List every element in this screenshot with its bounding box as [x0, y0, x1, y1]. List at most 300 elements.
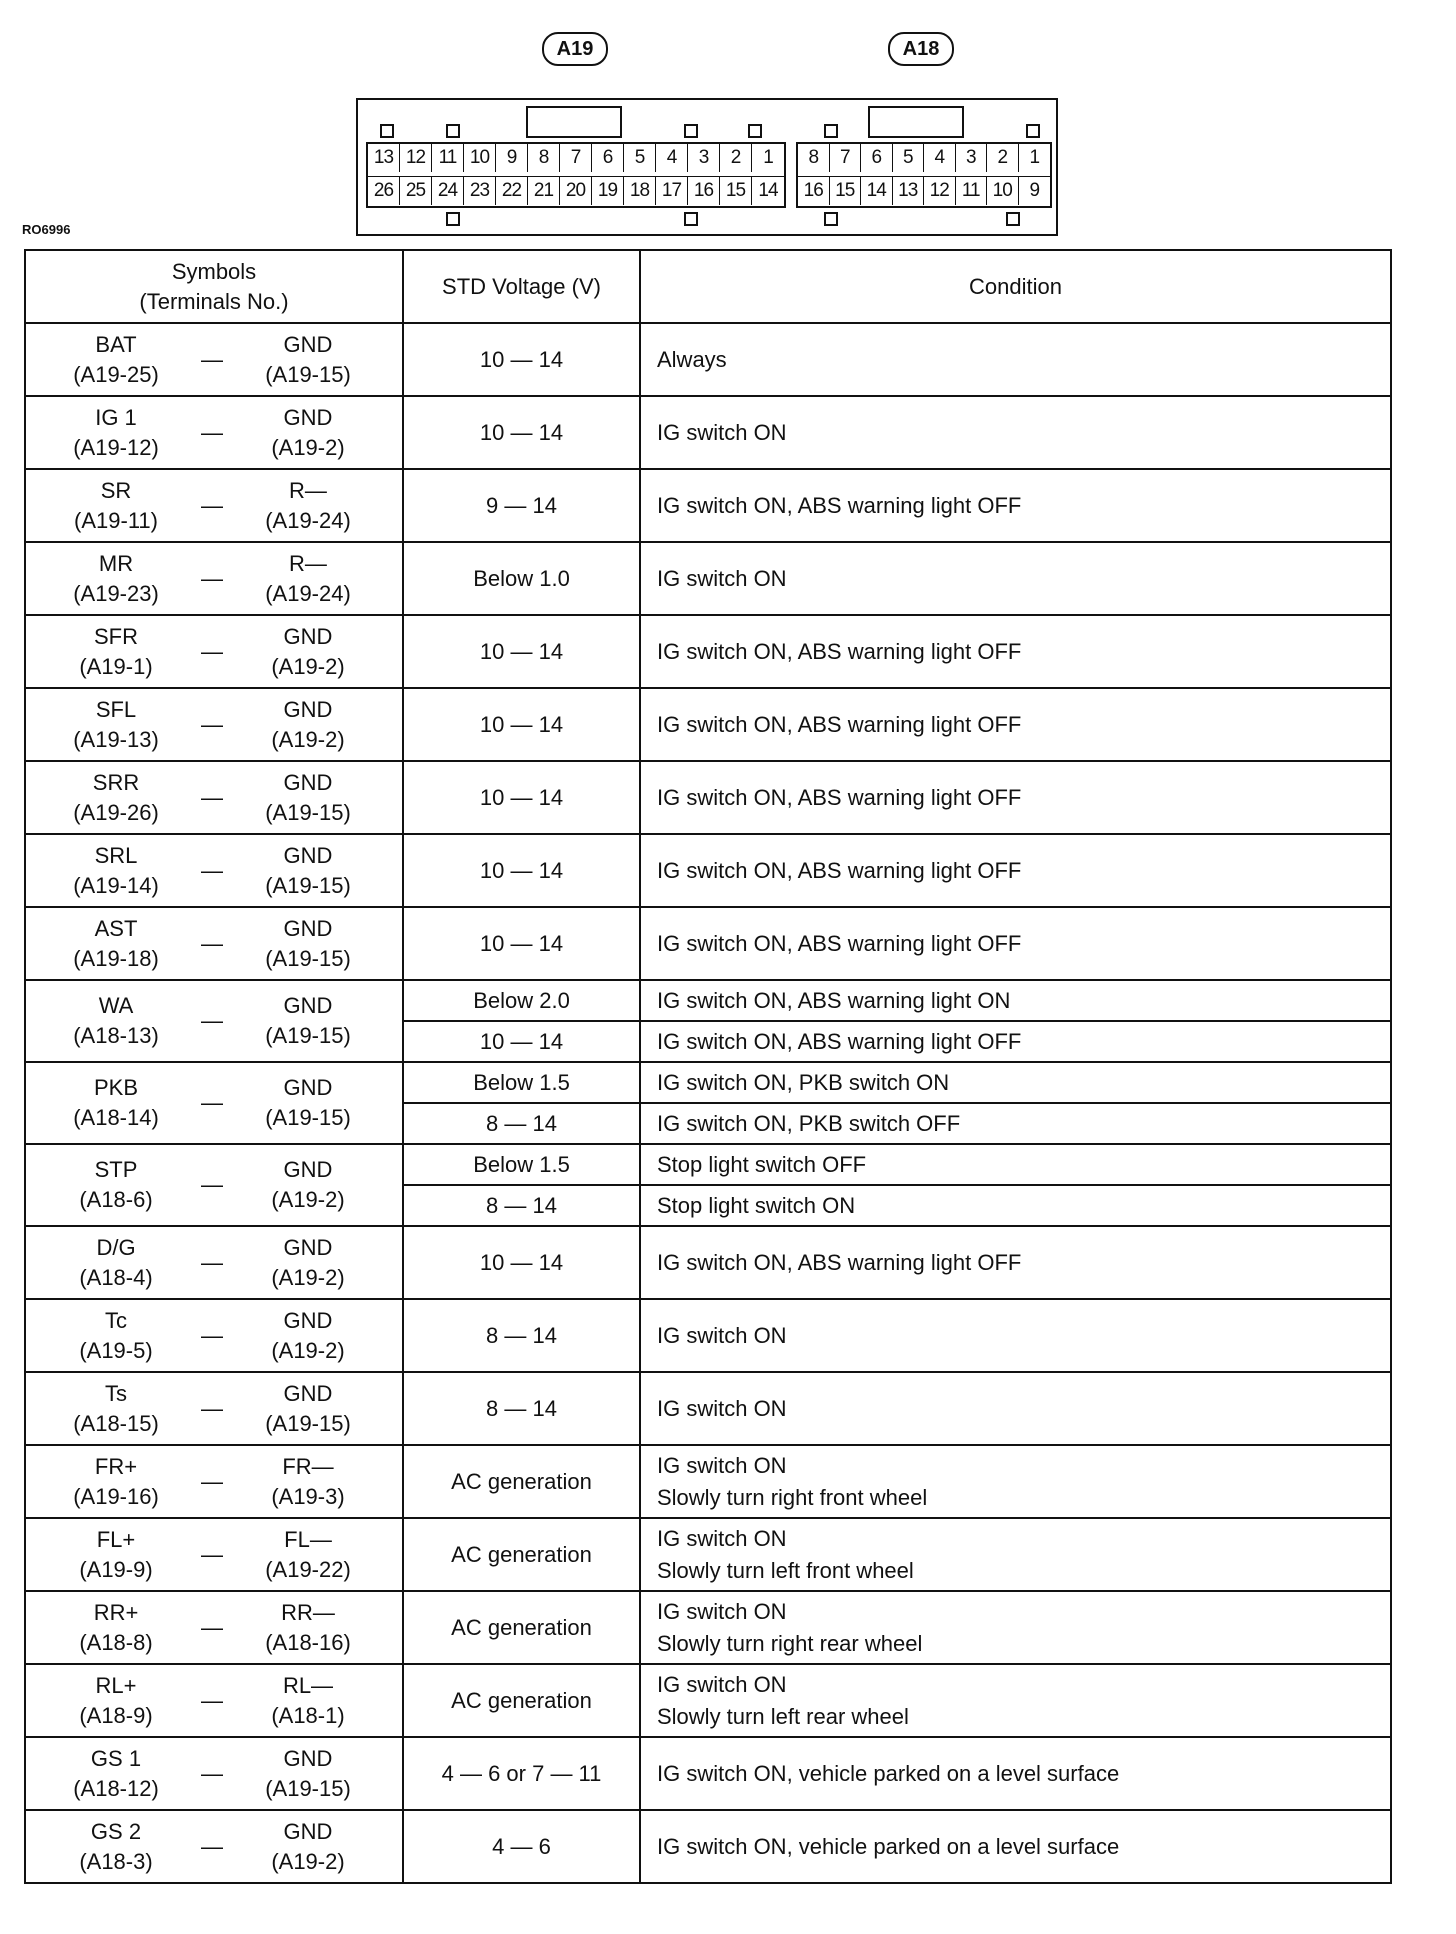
terminal-right	[238, 622, 378, 682]
terminal-number: (A18-12)	[73, 1775, 159, 1801]
terminal-symbol: GND	[283, 769, 333, 795]
condition-cell	[640, 1664, 1391, 1737]
terminal-symbol: WA	[98, 993, 134, 1018]
terminal-number: (A19-22)	[265, 1556, 351, 1582]
terminal-separator: —	[201, 1541, 223, 1567]
terminal-number: (A18-3)	[79, 1848, 153, 1874]
connector-pin: 1	[1029, 147, 1040, 168]
terminal-symbol: GND	[283, 1075, 333, 1100]
condition-line: IG switch ON, ABS warning light OFF	[657, 638, 1022, 664]
connector-pin: 15	[830, 177, 862, 205]
terminal-symbol: RR+	[93, 1599, 139, 1625]
terminal-pair	[26, 1744, 402, 1804]
connector-pin: 11	[432, 144, 464, 172]
terminal-number: (A18-15)	[73, 1410, 159, 1436]
terminal-separator: —	[201, 1468, 223, 1494]
connector-pin: 3	[956, 144, 988, 172]
terminal-left	[46, 1525, 186, 1585]
terminal-number: (A18-8)	[79, 1629, 153, 1655]
terminal-number: (A18-9)	[79, 1702, 153, 1728]
connector-tab	[380, 124, 394, 138]
connector-pin: 14	[861, 177, 893, 205]
terminal-symbols-cell	[25, 1144, 403, 1226]
header-std-voltage: STD Voltage (V)	[403, 250, 640, 323]
terminal-symbols-cell	[25, 1737, 403, 1810]
condition-line: Slowly turn left rear wheel	[657, 1703, 909, 1729]
connector-pin: 1	[763, 147, 773, 168]
terminal-left	[46, 1073, 186, 1133]
table-row	[25, 1445, 1391, 1518]
terminal-symbols-cell	[25, 615, 403, 688]
connector-a18-pins	[796, 142, 1052, 208]
connector-pin: 13	[368, 144, 400, 172]
condition-line: IG switch ON	[657, 1525, 787, 1551]
connector-tab	[1006, 212, 1020, 226]
terminal-symbol: GND	[283, 1157, 333, 1182]
terminal-pair	[26, 330, 402, 390]
condition-line: IG switch ON, ABS warning light OFF	[657, 711, 1022, 737]
terminal-right	[238, 1452, 378, 1512]
terminal-symbol: GND	[283, 1745, 333, 1771]
connector-pin: 9	[1029, 180, 1040, 201]
condition-line: IG switch ON	[657, 1671, 787, 1697]
table-row	[25, 1810, 1391, 1883]
table-row	[25, 396, 1391, 469]
table-row	[25, 542, 1391, 615]
std-voltage-cell: AC generation	[403, 1445, 640, 1518]
terminal-symbols-cell	[25, 323, 403, 396]
terminal-number: (A19-2)	[271, 1187, 345, 1212]
connector-pin: 5	[893, 144, 925, 172]
terminal-left	[46, 549, 186, 609]
terminal-number: (A18-4)	[79, 1264, 153, 1290]
terminal-left	[46, 1233, 186, 1293]
terminal-separator: —	[201, 1090, 223, 1115]
condition-line: IG switch ON	[657, 565, 787, 591]
terminal-number: (A19-2)	[271, 1848, 345, 1874]
terminal-symbols-cell	[25, 761, 403, 834]
condition-line: Slowly turn left front wheel	[657, 1557, 914, 1583]
condition-line: Stop light switch ON	[657, 1192, 856, 1218]
terminal-pair	[26, 1073, 402, 1133]
terminal-right	[238, 1817, 378, 1877]
terminal-number: (A19-3)	[271, 1483, 345, 1509]
terminal-symbols-cell	[25, 1664, 403, 1737]
table-row	[25, 761, 1391, 834]
std-voltage-cell: 10 — 14	[403, 907, 640, 980]
terminal-pair	[26, 1817, 402, 1877]
std-voltage-cell: 10 — 14	[403, 688, 640, 761]
connector-tab	[446, 212, 460, 226]
condition-line: IG switch ON, PKB switch ON	[657, 1069, 950, 1095]
condition-line: IG switch ON	[657, 1598, 787, 1624]
terminal-pair	[26, 914, 402, 974]
std-voltage-cell: 10 — 14	[403, 323, 640, 396]
condition-line: IG switch ON, ABS warning light OFF	[657, 784, 1022, 810]
terminal-symbol: GND	[283, 331, 333, 357]
terminal-symbol: GND	[283, 1380, 333, 1406]
terminal-pair	[26, 1525, 402, 1585]
connector-pin: 14	[758, 180, 778, 201]
terminal-pair	[26, 549, 402, 609]
terminal-symbols-cell	[25, 469, 403, 542]
header-symbols	[25, 250, 403, 323]
terminal-number: (A19-2)	[271, 1264, 345, 1290]
terminal-number: (A19-2)	[271, 726, 345, 752]
condition-cell	[640, 1591, 1391, 1664]
table-row	[25, 1299, 1391, 1372]
terminal-number: (A19-2)	[271, 653, 345, 679]
connector-pin: 15	[720, 177, 752, 205]
terminal-symbol: FL+	[96, 1526, 136, 1552]
terminal-right	[238, 1379, 378, 1439]
connector-pin: 18	[624, 177, 656, 205]
std-voltage-cell: 10 — 14	[403, 1021, 640, 1062]
terminal-number: (A18-6)	[79, 1187, 153, 1212]
table-row	[25, 1144, 1391, 1185]
condition-cell	[640, 1062, 1391, 1103]
terminal-number: (A19-15)	[265, 1410, 351, 1436]
terminal-pair	[26, 1233, 402, 1293]
table-header-row	[25, 250, 1391, 323]
std-voltage-cell: Below 2.0	[403, 980, 640, 1021]
connector-a19-pins	[366, 142, 786, 208]
table-row	[25, 907, 1391, 980]
terminal-symbol: GND	[283, 1234, 333, 1260]
terminal-right	[238, 991, 378, 1051]
condition-line: Stop light switch OFF	[657, 1151, 867, 1177]
terminal-left	[46, 695, 186, 755]
terminal-right	[238, 549, 378, 609]
terminal-number: (A19-14)	[73, 872, 159, 898]
terminal-symbol: D/G	[96, 1234, 136, 1260]
connector-pin: 16	[688, 177, 720, 205]
terminal-left	[46, 1306, 186, 1366]
table-row	[25, 1372, 1391, 1445]
table-row	[25, 1062, 1391, 1103]
table-row	[25, 688, 1391, 761]
condition-line: Slowly turn right front wheel	[657, 1484, 928, 1510]
terminal-symbols-cell	[25, 834, 403, 907]
terminal-right	[238, 1525, 378, 1585]
terminal-left	[46, 768, 186, 828]
table-row	[25, 469, 1391, 542]
terminal-left	[46, 1598, 186, 1658]
terminal-separator: —	[201, 638, 223, 664]
terminal-number: (A19-15)	[265, 1105, 351, 1130]
terminal-number: (A19-9)	[79, 1556, 153, 1582]
terminal-symbols-cell	[25, 1810, 403, 1883]
terminal-symbol: GS 1	[90, 1745, 142, 1771]
terminal-symbols-cell	[25, 1299, 403, 1372]
connector-pin: 17	[656, 177, 688, 205]
connector-pin: 8	[798, 144, 830, 172]
terminal-symbols-cell	[25, 980, 403, 1062]
terminal-symbol: MR	[98, 550, 134, 576]
connector-tab	[824, 212, 838, 226]
terminal-voltage-table	[24, 249, 1392, 1884]
condition-cell	[640, 469, 1391, 542]
terminal-separator: —	[201, 1687, 223, 1713]
figure-reference-code: RO6996	[22, 222, 71, 237]
std-voltage-cell: 8 — 14	[403, 1103, 640, 1144]
terminal-separator: —	[201, 1833, 223, 1859]
terminal-symbol: Tc	[105, 1307, 127, 1333]
terminal-separator: —	[201, 1322, 223, 1348]
condition-line: IG switch ON	[657, 419, 787, 445]
terminal-symbol: RR—	[281, 1599, 335, 1625]
connector-pin: 21	[528, 177, 560, 205]
connector-pin: 20	[560, 177, 592, 205]
condition-line: IG switch ON	[657, 1322, 787, 1348]
terminal-separator: —	[201, 1614, 223, 1640]
terminal-symbol: FR+	[94, 1453, 138, 1479]
connector-pin: 2	[720, 144, 752, 172]
terminal-number: (A19-15)	[265, 945, 351, 971]
condition-line: IG switch ON	[657, 1395, 787, 1421]
connector-tab	[684, 124, 698, 138]
terminal-pair	[26, 622, 402, 682]
terminal-separator: —	[201, 565, 223, 591]
std-voltage-cell: 9 — 14	[403, 469, 640, 542]
connector-pin: 10	[987, 177, 1019, 205]
terminal-separator: —	[201, 1008, 223, 1033]
terminal-right	[238, 1233, 378, 1293]
condition-line: IG switch ON, ABS warning light OFF	[657, 930, 1022, 956]
terminal-number: (A19-2)	[271, 434, 345, 460]
condition-line: IG switch ON, vehicle parked on a level surface	[657, 1833, 1120, 1859]
condition-line: IG switch ON, ABS warning light OFF	[657, 1028, 1022, 1054]
terminal-left	[46, 403, 186, 463]
terminal-symbol: SFR	[94, 623, 138, 649]
terminal-pair	[26, 1598, 402, 1658]
terminal-pair	[26, 403, 402, 463]
std-voltage-cell: 8 — 14	[403, 1299, 640, 1372]
terminal-separator: —	[201, 1395, 223, 1421]
terminal-symbol: IG 1	[95, 404, 137, 430]
terminal-number: (A19-24)	[265, 507, 351, 533]
header-condition: Condition	[640, 250, 1391, 323]
terminal-left	[46, 841, 186, 901]
terminal-symbol: FL—	[284, 1526, 332, 1552]
condition-line: IG switch ON, ABS warning light ON	[657, 987, 1011, 1013]
std-voltage-cell: Below 1.5	[403, 1144, 640, 1185]
condition-cell	[640, 688, 1391, 761]
terminal-pair	[26, 841, 402, 901]
connector-pin: 16	[798, 177, 830, 205]
std-voltage-cell: AC generation	[403, 1518, 640, 1591]
terminal-number: (A19-1)	[79, 653, 153, 679]
terminal-right	[238, 1598, 378, 1658]
terminal-symbol: FR—	[282, 1453, 334, 1479]
connector-pin: 4	[924, 144, 956, 172]
condition-cell	[640, 1185, 1391, 1226]
std-voltage-cell: 10 — 14	[403, 1226, 640, 1299]
condition-cell	[640, 1144, 1391, 1185]
terminal-symbol: GND	[283, 404, 333, 430]
terminal-left	[46, 622, 186, 682]
connector-pin: 10	[464, 144, 496, 172]
condition-line: Always	[657, 346, 727, 372]
terminal-number: (A19-25)	[73, 361, 159, 387]
condition-cell	[640, 834, 1391, 907]
terminal-number: (A19-26)	[73, 799, 159, 825]
terminal-right	[238, 914, 378, 974]
header-symbols-line1: Symbols	[171, 258, 257, 284]
terminal-symbol: GND	[283, 696, 333, 722]
terminal-pair	[26, 991, 402, 1051]
terminal-number: (A18-1)	[271, 1702, 345, 1728]
connector-pin: 4	[656, 144, 688, 172]
std-voltage-cell: Below 1.5	[403, 1062, 640, 1103]
terminal-separator: —	[201, 930, 223, 956]
condition-cell	[640, 1445, 1391, 1518]
connector-tab	[684, 212, 698, 226]
connector-tab	[748, 124, 762, 138]
terminal-number: (A18-16)	[265, 1629, 351, 1655]
std-voltage-cell: 10 — 14	[403, 396, 640, 469]
condition-cell	[640, 980, 1391, 1021]
terminal-right	[238, 695, 378, 755]
terminal-number: (A19-16)	[73, 1483, 159, 1509]
connector-pin: 12	[400, 144, 432, 172]
terminal-left	[46, 476, 186, 536]
terminal-symbols-cell	[25, 396, 403, 469]
terminal-pair	[26, 1671, 402, 1731]
terminal-symbol: Ts	[105, 1380, 127, 1406]
connector-pin: 3	[688, 144, 720, 172]
terminal-symbol: R—	[289, 550, 327, 576]
terminal-separator: —	[201, 346, 223, 372]
terminal-symbol: GND	[283, 915, 333, 941]
connector-pin: 6	[592, 144, 624, 172]
connector-pin: 23	[464, 177, 496, 205]
terminal-right	[238, 1306, 378, 1366]
terminal-left	[46, 914, 186, 974]
connector-latch-a19	[526, 106, 622, 138]
condition-cell	[640, 396, 1391, 469]
std-voltage-cell: 10 — 14	[403, 761, 640, 834]
connector-latch-a18	[868, 106, 964, 138]
condition-line: IG switch ON, vehicle parked on a level surface	[657, 1760, 1120, 1786]
table-row	[25, 1518, 1391, 1591]
table-row	[25, 1664, 1391, 1737]
terminal-right	[238, 1671, 378, 1731]
condition-line: IG switch ON, ABS warning light OFF	[657, 1249, 1022, 1275]
terminal-symbols-cell	[25, 1226, 403, 1299]
terminal-number: (A19-15)	[265, 1023, 351, 1048]
terminal-symbols-cell	[25, 1518, 403, 1591]
connector-pin: 12	[924, 177, 956, 205]
table-row	[25, 834, 1391, 907]
terminal-symbol: GS 2	[90, 1818, 142, 1844]
terminal-left	[46, 1744, 186, 1804]
terminal-right	[238, 403, 378, 463]
terminal-number: (A19-23)	[73, 580, 159, 606]
terminal-separator: —	[201, 1760, 223, 1786]
terminal-symbol: BAT	[95, 331, 137, 357]
connector-label-a18: A18	[888, 32, 954, 66]
terminal-number: (A19-2)	[271, 1337, 345, 1363]
std-voltage-cell: 10 — 14	[403, 834, 640, 907]
terminal-number: (A19-15)	[265, 872, 351, 898]
terminal-pair	[26, 1155, 402, 1215]
connector-pin: 8	[528, 144, 560, 172]
condition-cell	[640, 1737, 1391, 1810]
connector-pin: 13	[893, 177, 925, 205]
terminal-number: (A19-11)	[74, 507, 158, 533]
terminal-symbol: GND	[283, 993, 333, 1018]
terminal-number: (A19-12)	[73, 434, 159, 460]
terminal-left	[46, 1671, 186, 1731]
terminal-number: (A19-15)	[265, 1775, 351, 1801]
std-voltage-cell: AC generation	[403, 1591, 640, 1664]
table-row	[25, 323, 1391, 396]
table-row	[25, 1591, 1391, 1664]
terminal-number: (A19-15)	[265, 799, 351, 825]
terminal-number: (A18-13)	[73, 1023, 159, 1048]
terminal-separator: —	[201, 711, 223, 737]
terminal-separator: —	[201, 492, 223, 518]
terminal-symbols-cell	[25, 1445, 403, 1518]
connector-pin: 6	[861, 144, 893, 172]
terminal-symbol: SRL	[94, 842, 138, 868]
terminal-left	[46, 991, 186, 1051]
terminal-symbol: SR	[100, 477, 132, 503]
table-row	[25, 615, 1391, 688]
terminal-right	[238, 476, 378, 536]
connector-label-a19: A19	[542, 32, 608, 66]
terminal-symbol: PKB	[93, 1075, 139, 1100]
terminal-right	[238, 330, 378, 390]
terminal-symbols-cell	[25, 688, 403, 761]
connector-pin: 22	[496, 177, 528, 205]
terminal-right	[238, 1073, 378, 1133]
table-row	[25, 1737, 1391, 1810]
connector-pin: 7	[560, 144, 592, 172]
table-row	[25, 1226, 1391, 1299]
header-symbols-line2: (Terminals No.)	[139, 288, 289, 314]
condition-line: Slowly turn right rear wheel	[657, 1630, 923, 1656]
connector-pin: 24	[432, 177, 464, 205]
terminal-pair	[26, 695, 402, 755]
terminal-symbols-cell	[25, 1062, 403, 1144]
terminal-symbol: GND	[283, 842, 333, 868]
terminal-right	[238, 1744, 378, 1804]
connector-tab	[824, 124, 838, 138]
connector-pin: 26	[368, 177, 400, 205]
std-voltage-cell: 8 — 14	[403, 1185, 640, 1226]
connector-pin: 9	[496, 144, 528, 172]
terminal-separator: —	[201, 1249, 223, 1275]
terminal-symbol: R—	[289, 477, 327, 503]
terminal-pair	[26, 768, 402, 828]
terminal-symbol: GND	[283, 1307, 333, 1333]
terminal-separator: —	[201, 857, 223, 883]
terminal-number: (A19-13)	[73, 726, 159, 752]
terminal-left	[46, 1452, 186, 1512]
terminal-symbol: AST	[94, 915, 138, 941]
connector-pin: 19	[592, 177, 624, 205]
condition-cell	[640, 907, 1391, 980]
std-voltage-cell: AC generation	[403, 1664, 640, 1737]
terminal-symbol: SRR	[92, 769, 140, 795]
std-voltage-cell: Below 1.0	[403, 542, 640, 615]
terminal-left	[46, 330, 186, 390]
terminal-symbols-cell	[25, 907, 403, 980]
condition-cell	[640, 1021, 1391, 1062]
terminal-symbols-cell	[25, 1372, 403, 1445]
